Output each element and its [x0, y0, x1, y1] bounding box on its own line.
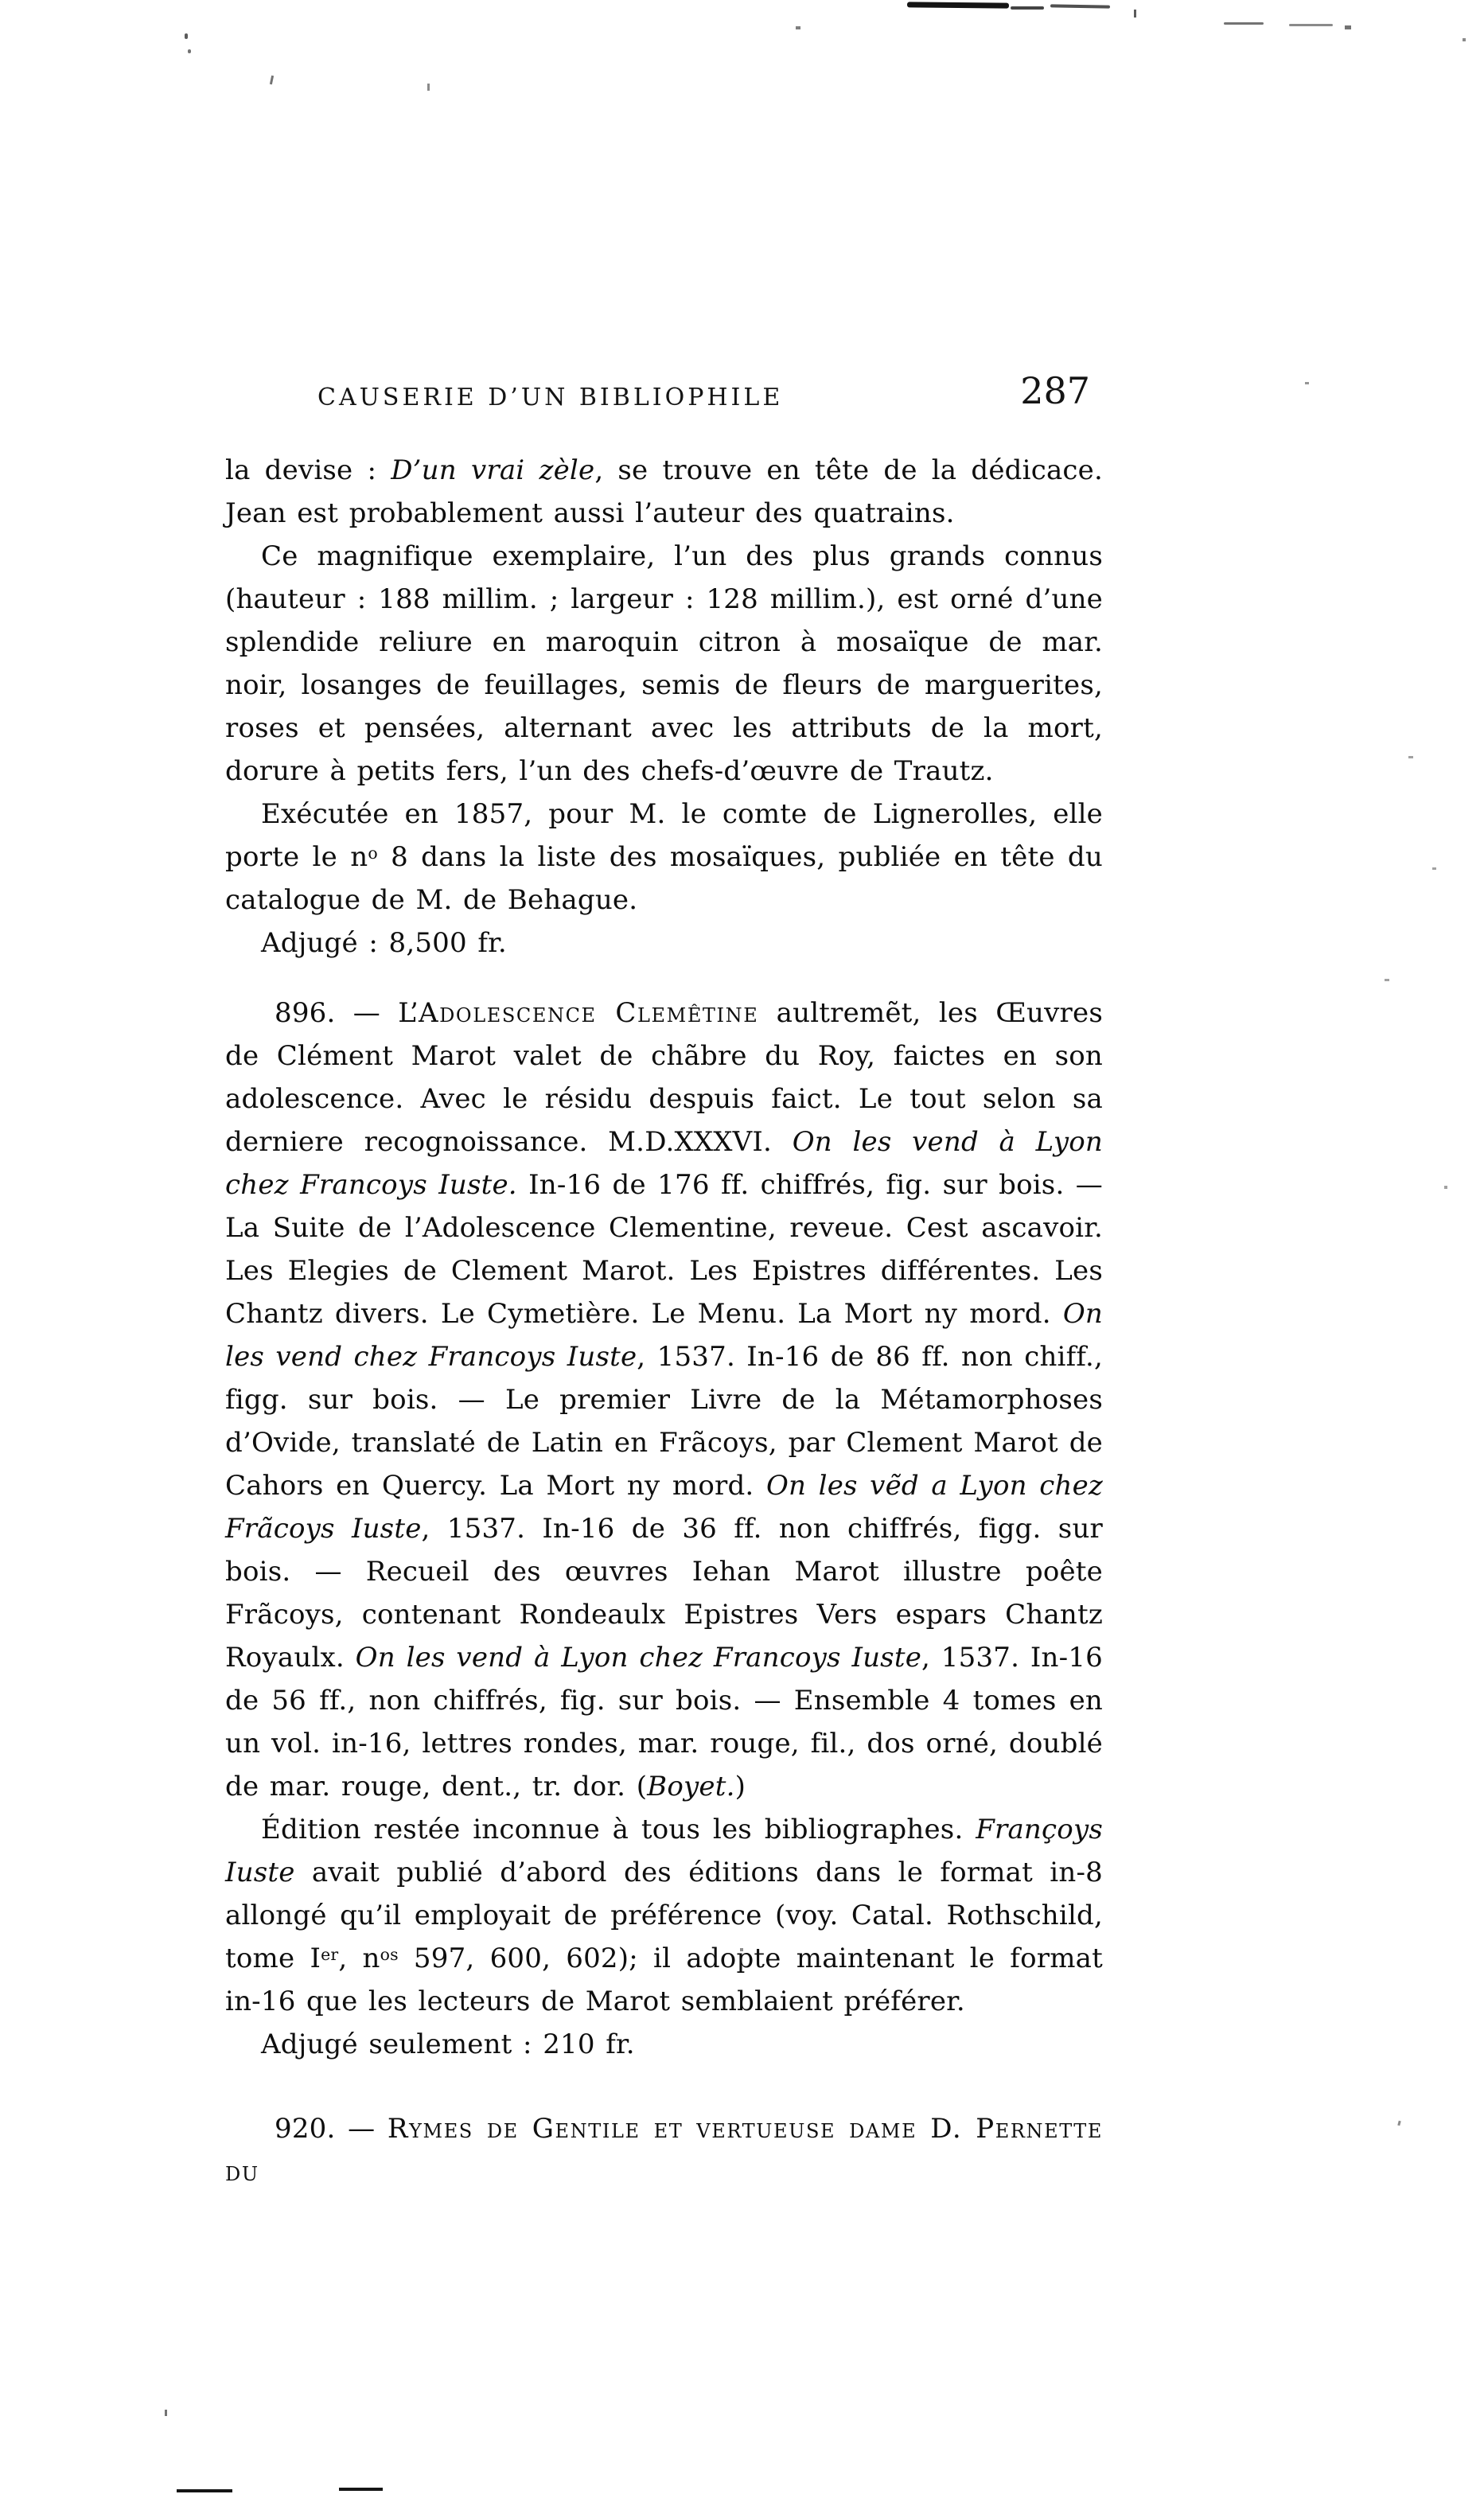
scan-artifact: [1289, 24, 1333, 26]
text-segment: Françoys Iuste: [225, 1814, 1103, 1888]
scan-artifact: [1385, 979, 1389, 981]
scan-artifact: [1011, 6, 1044, 10]
page-number: 287: [1020, 369, 1090, 412]
text-segment: 920. —: [275, 2113, 388, 2145]
scan-artifact: [1050, 4, 1110, 8]
scan-artifact: [165, 2410, 167, 2416]
text-segment: D’un vrai zèle: [391, 454, 595, 486]
text-column: [225, 369, 1104, 2193]
text-segment: In-16 de 176 ff. chiffrés, fig. sur bois. — La Suite de l’Adolescence Clementine, reveue. Cest ascavoir. Les Elegies de Clement Marot. Les Epistres différentes. Les Chantz divers. Le Cymetière. Le Menu. La Mort ny mord.: [225, 1169, 1103, 1330]
text-segment: la devise :: [225, 454, 391, 486]
text-segment: er: [321, 1944, 339, 1964]
text-segment: avait publié d’abord des éditions dans le format in-8 allongé qu’il employait de préférence (voy. Catal. Rothschild, tome I: [225, 1857, 1103, 1974]
text-segment: Adjugé seulement : 210 fr.: [261, 2028, 635, 2060]
scan-artifact: [1463, 38, 1466, 41]
scan-artifact: [427, 84, 430, 91]
scan-artifact: [1224, 22, 1264, 25]
text-segment: aultremẽt, les Œuvres de Clément Marot valet de chãbre du Roy, faictes en son adolescence. Avec le résidu despuis faict. Le tout selon sa derniere recognoissance. M.D.XXXVI.: [225, 997, 1103, 1158]
scan-artifact: [1345, 25, 1351, 29]
page-header-title: CAUSERIE D’UN BIBLIOPHILE: [317, 384, 784, 411]
text-segment: , 1537. In-16 de 86 ff. non chiff., figg. sur bois. — Le premier Livre de la Métamorphoses d’Ovide, translaté de Latin en Frãcoys, par Clement Marot de Cahors en Quercy. La Mort ny mord.: [225, 1341, 1103, 1502]
text-segment: , 1537. In-16 de 56 ff., non chiffrés, fig. sur bois. — Ensemble 4 tomes en un vol. in-16, lettres rondes, mar. rouge, fil., dos orné, doublé de mar. rouge, dent., tr. dor. (: [225, 1642, 1103, 1802]
text-segment: On les vend chez Francoys Iuste: [225, 1298, 1103, 1373]
entry-896: [225, 992, 1103, 1808]
text-segment: Édition restée inconnue à tous les bibliographes.: [261, 1814, 976, 1845]
scan-artifact: [270, 76, 274, 84]
scan-artifact: [1432, 867, 1436, 870]
text-segment: Rymes de Gentile et vertueuse dame D. Pernette du: [225, 2113, 1103, 2188]
provenance-paragraph: [225, 793, 1103, 922]
text-segment: On les vẽd a Lyon chez Frãcoys Iuste: [225, 1470, 1104, 1545]
text-segment: o: [368, 843, 378, 863]
text-segment: , n: [338, 1943, 380, 1974]
text-segment: , 1537. In-16 de 36 ff. non chiffrés, figg. sur bois. — Recueil des œuvres Iehan Marot illustre poête Frãcoys, contenant Rondeaulx Epistres Vers espars Chantz Royaulx.: [225, 1513, 1103, 1674]
page-text: [225, 449, 1103, 2193]
scan-artifact: [1305, 382, 1309, 384]
scan-artifact: [339, 2488, 383, 2491]
scan-artifact: [1408, 756, 1413, 758]
scan-artifact: [177, 2489, 232, 2492]
text-segment: 8 dans la liste des mosaïques, publiée en tête du catalogue de M. de Behague.: [225, 841, 1103, 916]
binding-description-paragraph: [225, 535, 1103, 793]
text-segment: Exécutée en 1857, pour M. le comte de Lignerolles, elle porte le n: [225, 798, 1103, 873]
text-segment: On les vend à Lyon chez Francoys Iuste.: [225, 1126, 1103, 1201]
text-segment: Ce magnifique exemplaire, l’un des plus grands connus (hauteur : 188 millim. ; largeur : 128 millim.), est orné d’une splendide reliure en maroquin citron à mosaïque de mar. noir, losanges de feuillages, semis de fleurs de marguerites, roses et pensées, alternant avec les attributs de la mort, dorure à petits fers, l’un des chefs-d’œuvre de Trautz.: [225, 540, 1103, 787]
text-segment: ): [734, 1771, 746, 1802]
text-segment: Adjugé : 8,500 fr.: [261, 927, 507, 959]
scan-artifact: [1444, 1186, 1447, 1189]
text-segment: 896. — L’: [275, 997, 419, 1029]
text-segment: On les vend à Lyon chez Francoys Iuste: [355, 1642, 922, 1674]
text-segment: 597, 600, 602); il adopte maintenant le format in-16 que les lecteurs de Marot semblaient préférer.: [225, 1943, 1103, 2017]
text-segment: Boyet.: [647, 1771, 735, 1802]
entry-920: [225, 2107, 1103, 2193]
commentary-paragraph: [225, 1808, 1103, 2023]
text-segment: , se trouve en tête de la dédicace. Jean est probablement aussi l’auteur des quatrains.: [225, 454, 1103, 529]
text-segment: os: [380, 1944, 399, 1964]
scan-artifact: [796, 26, 800, 29]
price-line-210: [225, 2023, 1103, 2066]
price-line-8500: [225, 922, 1103, 965]
text-segment: Adolescence Clemêtine: [418, 997, 759, 1029]
continuation-paragraph: [225, 449, 1103, 535]
scan-artifact: [1397, 2121, 1400, 2126]
scan-artifact: [188, 49, 191, 53]
scan-artifact: [1134, 10, 1136, 18]
scan-artifact: [185, 33, 188, 39]
running-header: [225, 369, 1103, 422]
scan-artifact: [907, 2, 1009, 8]
